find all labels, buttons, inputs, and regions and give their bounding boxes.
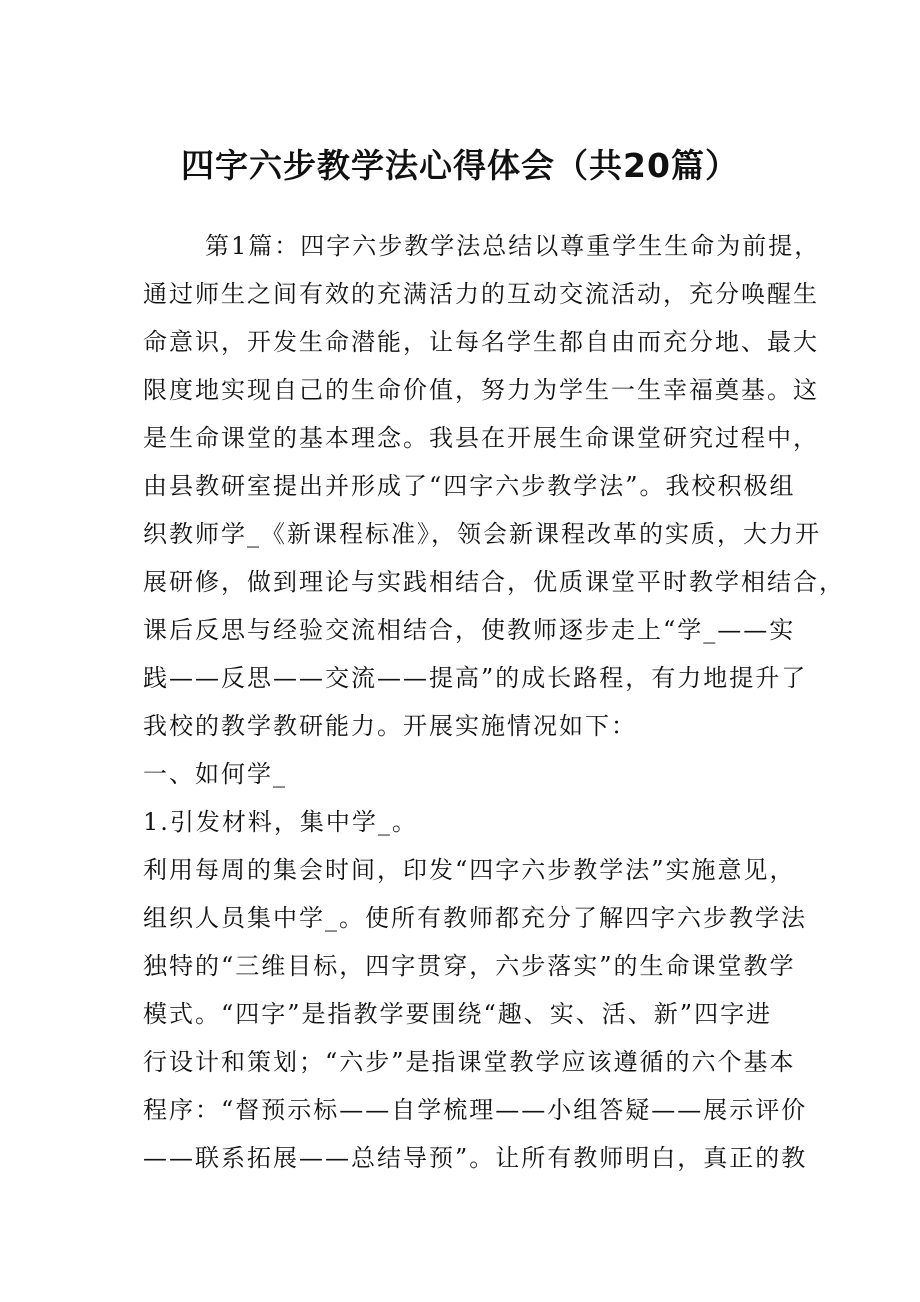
subsection-heading: 1.引发材料，集中学_。 — [143, 808, 418, 836]
paragraph-line: 第1篇：四字六步教学法总结以尊重学生生命为前提， — [205, 232, 821, 260]
paragraph-line: 我校的教学教研能力。开展实施情况如下： — [143, 712, 637, 740]
paragraph-line: 模式。“四字”是指教学要围绕“趣、实、活、新”四字进 — [143, 1000, 773, 1028]
paragraph-line: ——联系拓展——总结导预”。让所有教师明白，真正的教 — [143, 1144, 808, 1172]
paragraph-line: 通过师生之间有效的充满活力的互动交流活动，充分唤醒生 — [143, 280, 819, 308]
paragraph-line: 课后反思与经验交流相结合，使教师逐步走上“学_——实 — [143, 616, 796, 644]
paragraph-line: 织教师学_《新课程标准》，领会新课程改革的实质，大力开 — [143, 520, 821, 548]
paragraph-line: 独特的“三维目标，四字贯穿，六步落实”的生命课堂教学 — [143, 952, 796, 980]
paragraph-line: 限度地实现自己的生命价值，努力为学生一生幸福奠基。这 — [143, 376, 819, 404]
document-body — [143, 222, 845, 1182]
paragraph-line: 行设计和策划；“六步”是指课堂教学应该遵循的六个基本 — [143, 1048, 796, 1076]
paragraph-line: 组织人员集中学_。使所有教师都充分了解四字六步教学法 — [143, 904, 807, 932]
paragraph-line: 命意识，开发生命潜能，让每名学生都自由而充分地、最大 — [143, 328, 819, 356]
section-heading: 一、如何学_ — [143, 760, 287, 788]
paragraph-line: 由县教研室提出并形成了“四字六步教学法”。我校积极组 — [143, 472, 796, 500]
paragraph-line: 利用每周的集会时间，印发“四字六步教学法”实施意见， — [143, 856, 796, 884]
paragraph-line: 展研修，做到理论与实践相结合，优质课堂平时教学相结合， — [143, 568, 845, 596]
paragraph-line: 是生命课堂的基本理念。我县在开展生命课堂研究过程中， — [143, 424, 819, 452]
paragraph-line: 程序：“督预示标——自学梳理——小组答疑——展示评价 — [143, 1096, 808, 1124]
paragraph-line: 践——反思——交流——提高”的成长路程，有力地提升了 — [143, 664, 808, 692]
document-title: 四字六步教学法心得体会（共20篇） — [181, 146, 739, 185]
